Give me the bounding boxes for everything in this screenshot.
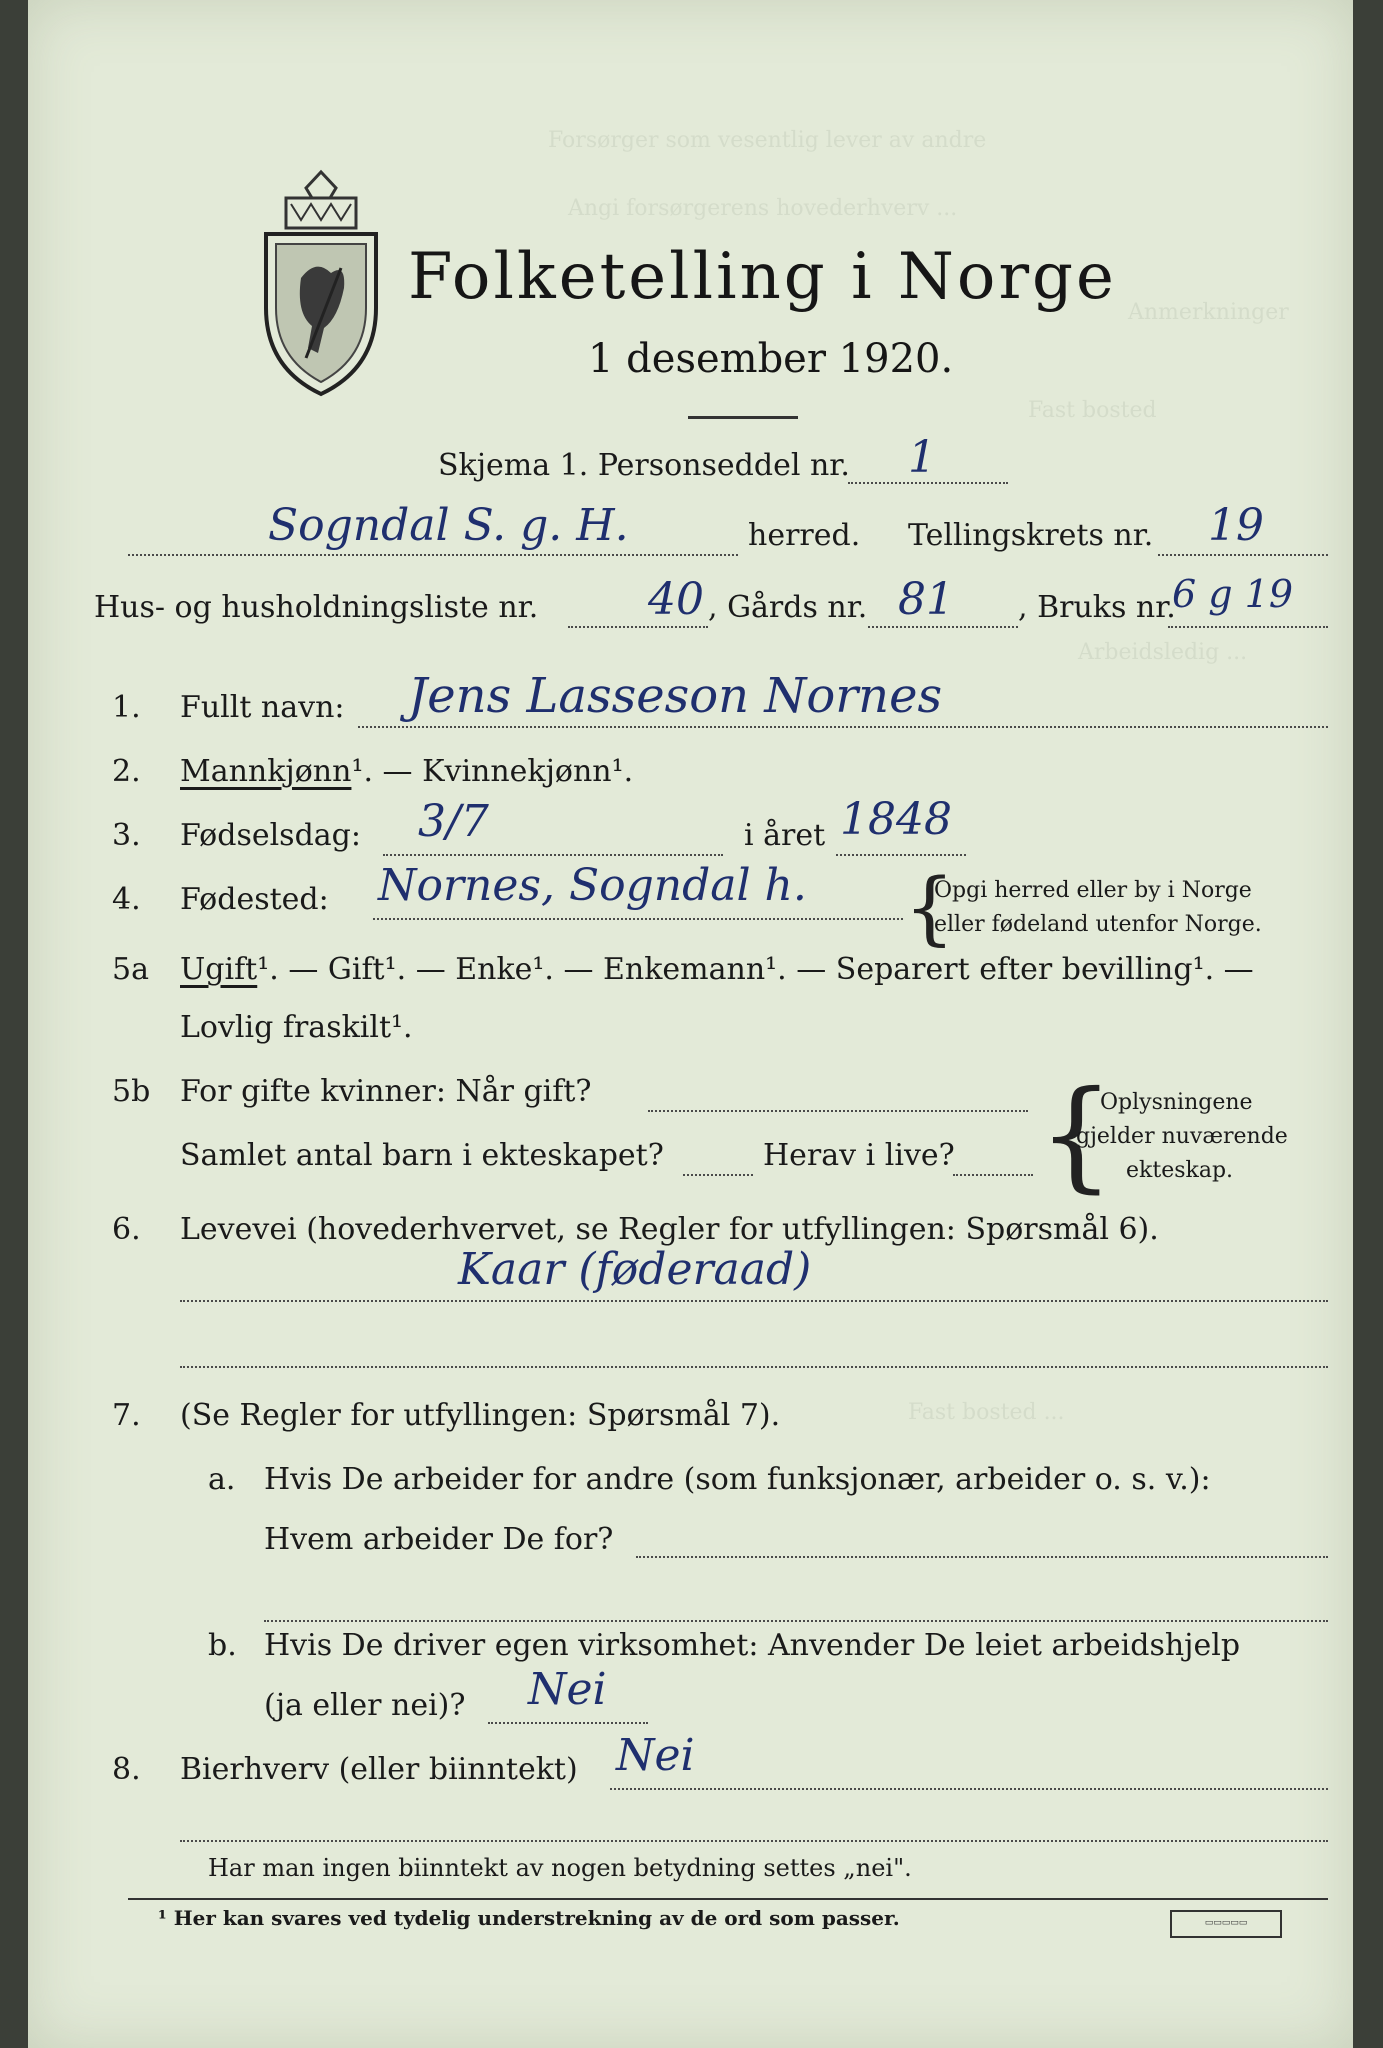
bruks-value[interactable]: 6 g 19: [1172, 572, 1294, 616]
q4-birthplace-value[interactable]: Nornes, Sogndal h.: [378, 860, 807, 911]
q5b-children-label: Samlet antal barn i ekteskapet?: [180, 1138, 664, 1173]
q3-birthdate-value[interactable]: 3/7: [418, 796, 489, 847]
q7a-letter: a.: [208, 1462, 236, 1497]
q4-brace: {: [904, 861, 955, 954]
q2-gender-options: [180, 754, 633, 789]
q8-number: 8.: [112, 1752, 141, 1787]
footer-note: Har man ingen biinntekt av nogen betydning settes „nei".: [208, 1854, 912, 1882]
q5b-when-married-label: For gifte kvinner: Når gift?: [180, 1074, 592, 1109]
q7b-line: [488, 1722, 648, 1724]
q7b-line1: Hvis De driver egen virksomhet: Anvender De leiet arbeidshjelp: [264, 1628, 1241, 1663]
census-form-sheet: Forsørger som vesentlig lever av andre Angi forsørgerens hovederhverv ... Anmerkninger Fast bosted Arbeidsledig ... Fast bosted ... Folketelling i Norge 1 desember 1920. Skjema 1. Personseddel nr. 1 Sogndal S. g. H. herred. Tellingskrets nr. 19 Hus- og husholdningsliste nr. 40 , Gårds nr. 81 , Bruks nr. 6 g 19 1. Fullt navn: Jens Lasseson Nornes 2. Mannkjønn¹. — Kvinnekjønn¹. 3. Fødselsdag: 3/7 i året 1848 4. Fødested: Nornes, Sogndal h. { Opgi herred eller by i Norge eller fødeland utenfor Norge. 5a Ugift¹. — Gift¹. — Enke¹. — Enkemann¹. — Separert efter bevilling¹. — Lovlig fraskilt¹. 5b For gifte kvinner: Når gift? Samlet antal barn i ekteskapet? Herav i live? { Oplysningene gjelder nuværende ekteskap. 6. Levevei (hovederhvervet, se Regler for utfyllingen: Spørsmål 6). Kaar (føderaad) 7. (Se Regler for utfyllingen: Spørsmål 7). a. Hvis De arbeider for andre (som funksjonær, arbeider o. s. v.): Hvem arbeider De for? b. Hvis De driver egen virksomhet: Anvender De leiet arbeidshjelp (ja eller nei)? Nei 8. Bierhverv (eller biinntekt) Nei Har man ingen biinntekt av nogen betydning settes „nei". ¹ Her kan svares ved tydelig understrekning av de ord som passer. ▭▭▭▭▭: [28, 0, 1353, 2048]
gards-label: , Gårds nr.: [708, 590, 868, 625]
herred-line: [128, 554, 738, 556]
q4-number: 4.: [112, 882, 141, 917]
q7a-line1: Hvis De arbeider for andre (som funksjonær, arbeider o. s. v.):: [264, 1462, 1211, 1497]
form-date: 1 desember 1920.: [588, 336, 954, 382]
q8-line2: [180, 1840, 1328, 1842]
form-title: Folketelling i Norge: [408, 240, 1117, 314]
q5a-line2[interactable]: Lovlig fraskilt¹.: [180, 1010, 413, 1045]
printer-stamp: ▭▭▭▭▭: [1170, 1910, 1282, 1938]
q3-date-line: [383, 854, 723, 856]
q7b-letter: b.: [208, 1628, 237, 1663]
q5a-marital-options: [180, 952, 1254, 987]
household-label: Hus- og husholdningsliste nr.: [94, 590, 539, 625]
q5b-note-line2: gjelder nuværende: [1076, 1124, 1288, 1149]
q7a-line2: Hvem arbeider De for?: [264, 1522, 614, 1557]
q6-label: Levevei (hovederhvervet, se Regler for utfyllingen: Spørsmål 6).: [180, 1212, 1159, 1247]
q3-year-line: [836, 854, 966, 856]
title-divider: [688, 416, 798, 419]
q3-number: 3.: [112, 818, 141, 853]
q2-male-option[interactable]: Mannkjønn: [180, 754, 352, 789]
tellingskrets-line: [1158, 554, 1328, 556]
q3-year-label: i året: [744, 818, 826, 853]
q4-label: Fødested:: [180, 882, 329, 917]
q2-superscript: ¹.: [611, 754, 634, 789]
personseddel-value[interactable]: 1: [908, 432, 936, 483]
q5b-number: 5b: [112, 1074, 151, 1109]
norwegian-coat-of-arms-icon: [246, 168, 396, 398]
q7b-line2: (ja eller nei)?: [264, 1688, 466, 1723]
herred-label: herred.: [748, 518, 861, 553]
q7-number: 7.: [112, 1398, 141, 1433]
tellingskrets-label: Tellingskrets nr.: [908, 518, 1154, 553]
herred-value[interactable]: Sogndal S. g. H.: [268, 500, 629, 551]
household-line: [568, 626, 708, 628]
q4-note-line2: eller fødeland utenfor Norge.: [934, 912, 1262, 937]
footer-divider: [128, 1898, 1328, 1900]
q1-full-name-value[interactable]: Jens Lasseson Nornes: [408, 668, 943, 724]
gards-value[interactable]: 81: [898, 574, 954, 625]
schema-label: Skjema 1. Personseddel nr.: [438, 448, 850, 483]
q6-line1: [180, 1300, 1328, 1302]
q8-label: Bierhverv (eller biinntekt): [180, 1752, 578, 1787]
q8-side-income-value[interactable]: Nei: [616, 1730, 695, 1781]
q7b-hired-help-value[interactable]: Nei: [528, 1664, 607, 1715]
q5a-number: 5a: [112, 952, 149, 987]
q8-line1: [610, 1788, 1328, 1790]
q5b-children-line: [683, 1174, 753, 1176]
q5a-other-options[interactable]: ¹. — Gift¹. — Enke¹. — Enkemann¹. — Separert efter bevilling¹. —: [257, 952, 1254, 987]
q2-separator: ¹. —: [351, 754, 423, 789]
bruks-line: [1168, 626, 1328, 628]
q1-label: Fullt navn:: [180, 690, 345, 725]
q6-number: 6.: [112, 1212, 141, 1247]
q7-label: (Se Regler for utfyllingen: Spørsmål 7).: [180, 1398, 781, 1433]
q5a-ugift-option[interactable]: Ugift: [180, 952, 258, 987]
q6-occupation-value[interactable]: Kaar (føderaad): [458, 1244, 812, 1295]
q7a-employer-line2: [264, 1620, 1328, 1622]
household-value[interactable]: 40: [648, 574, 704, 625]
q3-birthyear-value[interactable]: 1848: [840, 794, 952, 845]
q1-number: 1.: [112, 690, 141, 725]
q5b-alive-line: [953, 1174, 1033, 1176]
q4-note-line1: Opgi herred eller by i Norge: [934, 878, 1252, 903]
q6-line2: [180, 1366, 1328, 1368]
bruks-label: , Bruks nr.: [1018, 590, 1176, 625]
q7a-employer-line1: [636, 1556, 1328, 1558]
q3-label: Fødselsdag:: [180, 818, 361, 853]
q1-line: [358, 726, 1328, 728]
q5b-when-married-line: [648, 1110, 1028, 1112]
q5b-note-line1: Oplysningene: [1100, 1090, 1253, 1115]
gards-line: [868, 626, 1018, 628]
q4-line: [373, 918, 903, 920]
q5b-brace: {: [1038, 1066, 1115, 1205]
q2-female-option[interactable]: Kvinnekjønn: [422, 754, 612, 789]
q5b-note-line3: ekteskap.: [1126, 1158, 1234, 1183]
footnote: ¹ Her kan svares ved tydelig understrekning av de ord som passer.: [158, 1906, 900, 1930]
tellingskrets-value[interactable]: 19: [1208, 500, 1264, 551]
q2-number: 2.: [112, 754, 141, 789]
q5b-alive-label: Herav i live?: [763, 1138, 955, 1173]
